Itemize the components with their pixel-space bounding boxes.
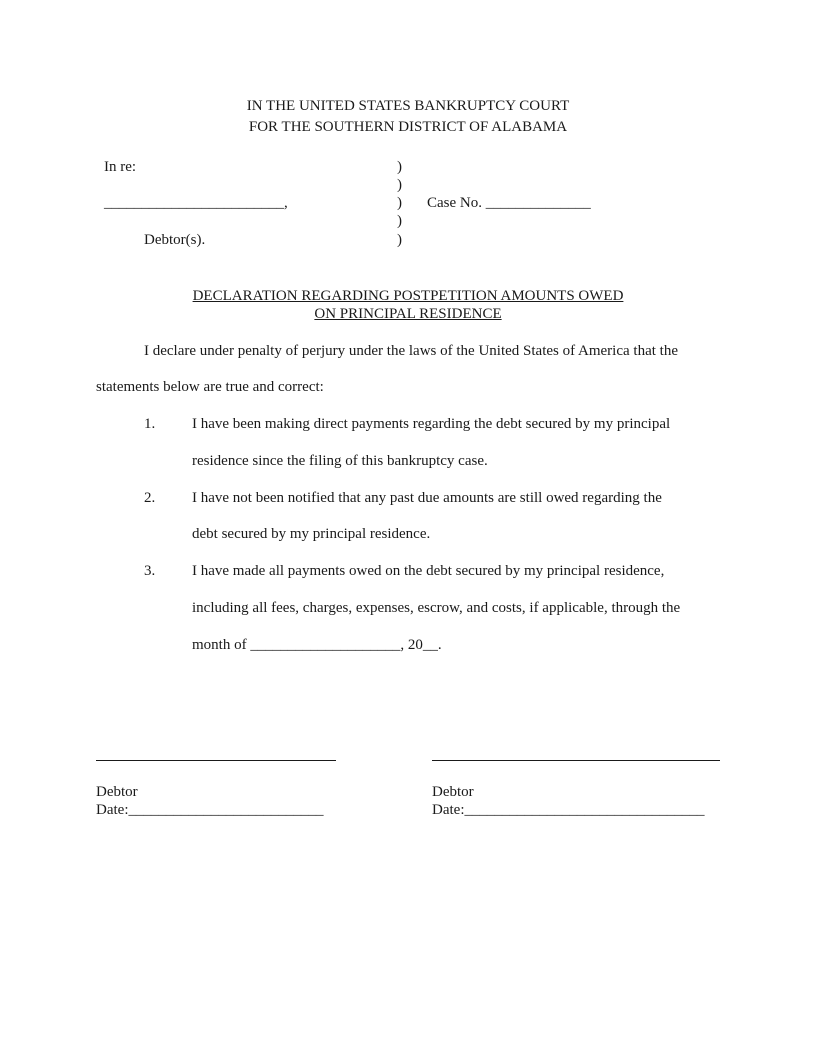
intro-line: statements below are true and correct: bbox=[96, 379, 324, 395]
item-line: I have not been notified that any past due amounts are still owed regarding the bbox=[192, 490, 662, 506]
document-title: DECLARATION REGARDING POSTPETITION AMOUNTS OWED bbox=[192, 288, 624, 304]
case-number-field: Case No. ______________ bbox=[427, 195, 591, 211]
signature-label-left: Debtor bbox=[96, 784, 138, 800]
signature-line-left bbox=[96, 760, 336, 761]
item-line: I have been making direct payments regarding the debt secured by my principal bbox=[192, 416, 671, 432]
debtors-label: Debtor(s). bbox=[144, 232, 206, 248]
item-line: including all fees, charges, expenses, escrow, and costs, if applicable, through the bbox=[192, 600, 681, 616]
signature-line-right bbox=[432, 760, 720, 761]
date-field-right: Date:________________________________ bbox=[432, 802, 705, 818]
court-name: IN THE UNITED STATES BANKRUPTCY COURT bbox=[246, 98, 570, 114]
in-re-label: In re: bbox=[104, 159, 137, 175]
caption-paren: ) bbox=[397, 213, 402, 229]
item-line: month of ____________________, 20__. bbox=[192, 637, 442, 653]
item-line: residence since the filing of this bankruptcy case. bbox=[192, 453, 488, 469]
item-line: I have made all payments owed on the debt secured by my principal residence, bbox=[192, 563, 665, 579]
signature-label-right: Debtor bbox=[432, 784, 474, 800]
debtor-name-blank: ________________________, bbox=[104, 195, 288, 211]
caption-paren: ) bbox=[397, 232, 402, 248]
caption-paren: ) bbox=[397, 195, 402, 211]
document-title-line2: ON PRINCIPAL RESIDENCE bbox=[314, 306, 502, 322]
caption-paren: ) bbox=[397, 177, 402, 193]
date-field-left: Date:__________________________ bbox=[96, 802, 324, 818]
intro-line: I declare under penalty of perjury under the laws of the United States of America that the bbox=[144, 343, 678, 359]
item-number: 3. bbox=[144, 563, 156, 579]
district-name: FOR THE SOUTHERN DISTRICT OF ALABAMA bbox=[248, 119, 568, 135]
item-number: 1. bbox=[144, 416, 156, 432]
caption-paren: ) bbox=[397, 159, 402, 175]
item-number: 2. bbox=[144, 490, 156, 506]
item-line: debt secured by my principal residence. bbox=[192, 526, 431, 542]
